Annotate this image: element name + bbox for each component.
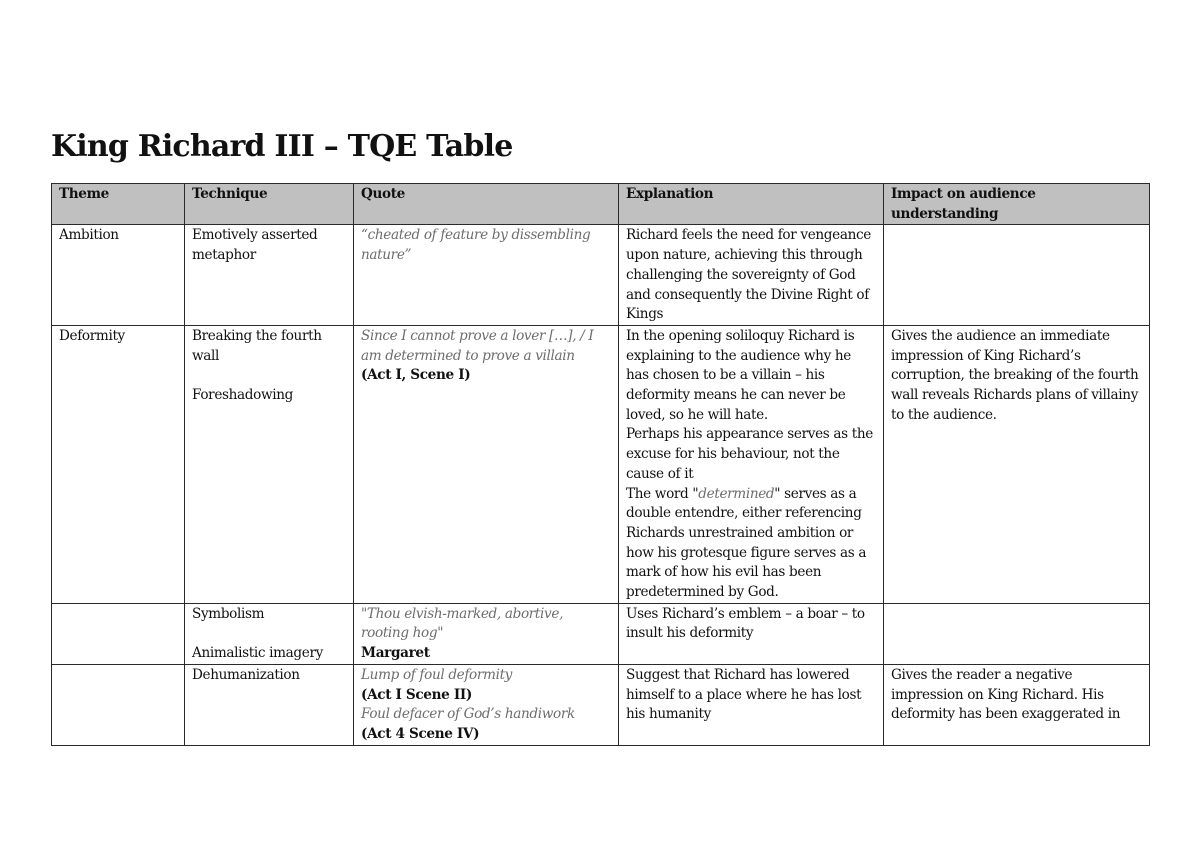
table-row — [52, 325, 1150, 603]
technique-cell: Dehumanization — [185, 664, 354, 745]
quote-cell — [354, 664, 619, 745]
header-theme: Theme — [52, 184, 185, 225]
theme-cell-empty — [52, 603, 185, 664]
table-row — [52, 664, 1150, 745]
tqe-table — [51, 183, 1150, 746]
quote-cell — [354, 325, 619, 603]
explanation-cell: Richard feels the need for vengeance upon nature, achieving this through challenging the sovereignty of God and consequently the Divine Right of Kings — [619, 225, 884, 326]
quote-text: Foul defacer of God’s handiwork — [361, 706, 575, 723]
table-row — [52, 225, 1150, 326]
quote-text: "Thou elvish-marked, abortive, rooting hog" — [361, 605, 564, 642]
explanation-cell: Suggest that Richard has lowered himself to a place where he has lost his humanity — [619, 664, 884, 745]
technique-text: Breaking the fourth wall — [192, 327, 322, 364]
impact-cell — [884, 603, 1150, 664]
explanation-text: The word "determined" serves as a double entendre, either referencing Richards unrestrained ambition or how his grotesque figure serves as a mark of how his evil has been predetermined by God. — [626, 485, 867, 601]
explanation-text: In the opening soliloquy Richard is explaining to the audience why he has chosen to be a villain – his deformity means he can never be loved, so he will hate. — [626, 327, 855, 423]
technique-text: Foreshadowing — [192, 387, 294, 404]
explanation-cell: Uses Richard’s emblem – a boar – to insult his deformity — [619, 603, 884, 664]
emphasized-word: determined — [698, 485, 775, 502]
explanation-cell — [619, 325, 884, 603]
technique-text: Symbolism — [192, 605, 265, 622]
quote-text: Since I cannot prove a lover […], / I am determined to prove a villain — [361, 327, 594, 364]
document-title: King Richard III – TQE Table — [51, 129, 513, 164]
header-impact: Impact on audience understanding — [884, 184, 1150, 225]
quote-reference: (Act 4 Scene IV) — [361, 725, 480, 742]
quote-reference: (Act I Scene II) — [361, 686, 472, 703]
theme-cell-empty — [52, 664, 185, 745]
quote-cell — [354, 225, 619, 326]
impact-cell: Gives the audience an immediate impression of King Richard’s corruption, the breaking of the fourth wall reveals Richards plans of villainy to the audience. — [884, 325, 1150, 603]
impact-cell — [884, 225, 1150, 326]
header-explanation: Explanation — [619, 184, 884, 225]
quote-text: Lump of foul deformity — [361, 666, 513, 683]
quote-reference: (Act I, Scene I) — [361, 367, 471, 384]
technique-text: Animalistic imagery — [192, 645, 323, 662]
technique-cell: Emotively asserted metaphor — [185, 225, 354, 326]
quote-reference: Margaret — [361, 645, 430, 662]
technique-cell — [185, 603, 354, 664]
header-technique: Technique — [185, 184, 354, 225]
explanation-text: Perhaps his appearance serves as the excuse for his behaviour, not the cause of it — [626, 426, 873, 482]
impact-cell: Gives the reader a negative impression on King Richard. His deformity has been exaggerated in — [884, 664, 1150, 745]
quote-text: “cheated of feature by dissembling nature” — [361, 227, 591, 264]
table-row — [52, 603, 1150, 664]
theme-cell: Deformity — [52, 325, 185, 603]
technique-cell — [185, 325, 354, 603]
quote-cell — [354, 603, 619, 664]
theme-cell: Ambition — [52, 225, 185, 326]
header-row — [52, 184, 1150, 225]
header-quote: Quote — [354, 184, 619, 225]
